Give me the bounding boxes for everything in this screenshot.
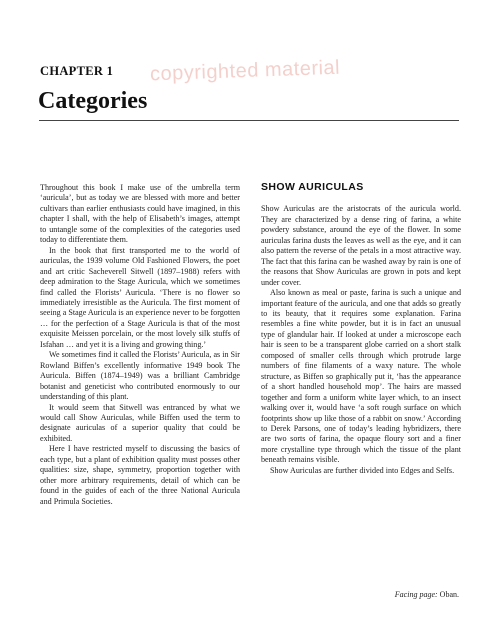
chapter-label: CHAPTER 1 <box>40 64 114 78</box>
right-paragraph-3: Show Auriculas are further divided into Edges and Selfs. <box>270 465 455 475</box>
right-paragraph-2: Also known as meal or paste, farina is such a unique and important feature of the auricula, and one that adds so greatly to its beauty, that it requires some explanation. Farina resembles a fine white powder, but it is in fact an unusual type of glandular hair. If looked at under a microscope each hair is seen to be a transparent globe carried on a short stalk composed of smaller cells through which protrude large numbers of fine filaments of a waxy nature. The whole structure, as Biffen so graphically put it, ‘has the appearance of a short handled household mop’. The hairs are massed together and form a uniform white layer which, to an insect walking over it, would have ‘a soft rough surface on which footprints show up like those of a rabbit on snow.’ According to Derek Parsons, one of today’s leading hybridizers, there are two sorts of farina, the opaque floury sort and a finer more crystalline type through which the tissue of the plant beneath remains visible. <box>261 288 461 465</box>
copyright-watermark: copyrighted material <box>149 56 341 86</box>
left-paragraph-2: In the book that first transported me to the world of auriculas, the 1939 volume Old Fashioned Flowers, the poet and art critic Sacheverell Sitwell (1897–1988) refers with deep admiration to the Stage Auricula, which we sometimes find called the Florists’ Auricula. ‘There is no flower so immediately irresistible as the Auricula. The first moment of seeing a Stage Auricula is an experience never to be forgotten … for the perfection of a Stage Auricula is that of the most exquisite Meissen porcelain, or the most lovely silk stuffs of Isfahan … and yet it is a living and growing thing.’ <box>40 245 240 349</box>
section-heading: SHOW AURICULAS <box>261 181 364 193</box>
right-column <box>261 182 461 476</box>
left-paragraph-4: It would seem that Sitwell was entranced by what we would call Show Auriculas, while Biffen used the term to designate auriculas of a superior quality that could be exhibited. <box>40 402 240 443</box>
left-paragraph-5: Here I have restricted myself to discussing the basics of each type, but a plant of exhibition quality must posses other qualities: size, shape, symmetry, proportion together with other more arbitrary requirements, detail of which can be found in the guides of each of the three National Auricula and Primula Societies. <box>40 444 240 506</box>
title-divider <box>39 120 459 121</box>
caption-label: Facing page: <box>394 590 438 599</box>
caption-place: Oban. <box>439 590 459 599</box>
facing-page-caption <box>395 590 459 599</box>
left-column <box>40 183 240 507</box>
left-paragraph-1: Throughout this book I make use of the umbrella term ‘auricula’, but as today we are blessed with more and better cultivars than earlier enthusiasts could have imagined, in this chapter I shall, with the help of Elisabeth’s images, attempt to untangle some of the complexities of the categories used today to differentiate them. <box>40 183 240 245</box>
right-paragraph-1: Show Auriculas are the aristocrats of the auricula world. They are characterized by a dense ring of farina, a white powdery substance, around the eye of the flower. In some auriculas farina dusts the leaves as well as the eye, and it can also pattern the reverse of the petals in a most attractive way. The fact that this farina can be washed away by rain is one of the reasons that Show Auriculas are grown in pots and kept under cover. <box>261 204 461 287</box>
chapter-title: Categories <box>38 88 148 114</box>
left-paragraph-3: We sometimes find it called the Florists’ Auricula, as in Sir Rowland Biffen’s excellently informative 1949 book The Auricula. Biffen (1874–1949) was a brilliant Cambridge botanist and geneticist who contributed enormously to our understanding of this plant. <box>40 350 240 402</box>
